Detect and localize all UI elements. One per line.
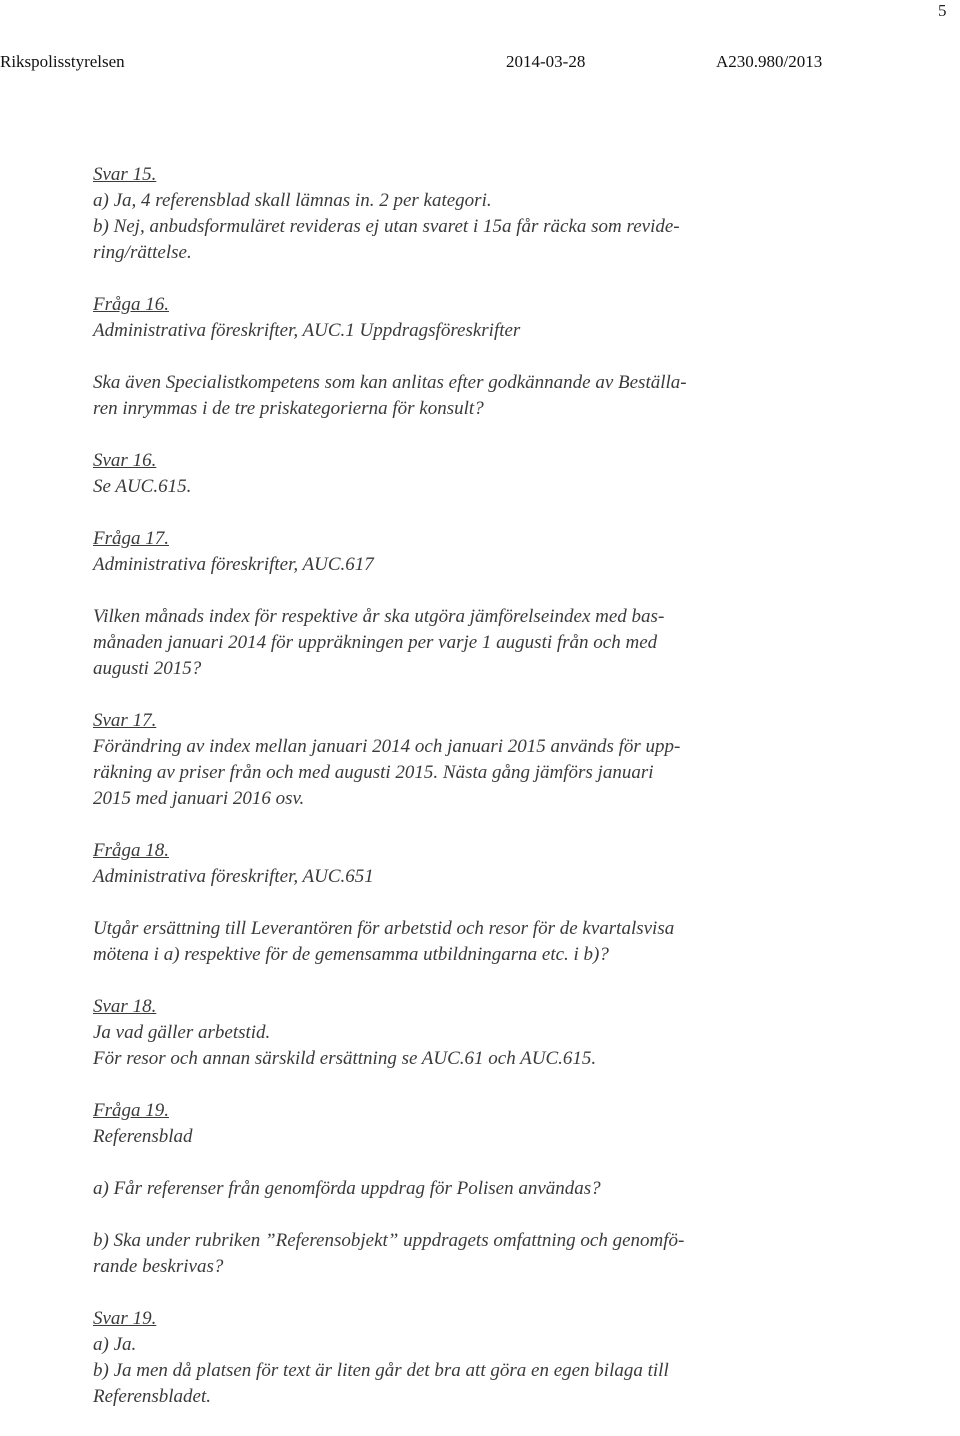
- text-line: Referensblad: [93, 1126, 193, 1147]
- page-header: [0, 51, 860, 73]
- header-organization: Rikspolisstyrelsen: [0, 52, 125, 71]
- text-line: Se AUC.615.: [93, 476, 192, 497]
- section-heading: Fråga 19.: [93, 1100, 169, 1121]
- section-heading: Fråga 17.: [93, 528, 169, 549]
- block-fraga16: [93, 292, 893, 344]
- text-line: augusti 2015?: [93, 658, 202, 679]
- text-line: Administrativa föreskrifter, AUC.1 Uppdragsföreskrifter: [93, 320, 521, 341]
- block-svar16: [93, 448, 893, 500]
- text-line: För resor och annan särskild ersättning se AUC.61 och AUC.615.: [93, 1048, 597, 1069]
- text-line: 2015 med januari 2016 osv.: [93, 788, 305, 809]
- block-svar18: [93, 994, 893, 1072]
- block-fraga19: [93, 1098, 893, 1150]
- text-line: Utgår ersättning till Leverantören för arbetstid och resor för de kvartalsvisa: [93, 918, 675, 939]
- section-heading: Fråga 18.: [93, 840, 169, 861]
- section-heading: Svar 17.: [93, 710, 157, 731]
- text-line: Förändring av index mellan januari 2014 och januari 2015 används för upp-: [93, 736, 681, 757]
- text-line: månaden januari 2014 för uppräkningen per varje 1 augusti från och med: [93, 632, 658, 653]
- text-line: ren inrymmas i de tre priskategorierna för konsult?: [93, 398, 484, 419]
- text-line: Ja vad gäller arbetstid.: [93, 1022, 271, 1043]
- text-line: ring/rättelse.: [93, 242, 192, 263]
- block-fraga17-text: [93, 604, 893, 682]
- text-line: a) Får referenser från genomförda uppdrag för Polisen användas?: [93, 1178, 601, 1199]
- block-svar19: [93, 1306, 893, 1410]
- section-heading: Svar 18.: [93, 996, 157, 1017]
- text-line: mötena i a) respektive för de gemensamma utbildningarna etc. i b)?: [93, 944, 609, 965]
- section-heading: Svar 16.: [93, 450, 157, 471]
- text-line: rande beskrivas?: [93, 1256, 224, 1277]
- text-line: b) Ja men då platsen för text är liten går det bra att göra en egen bilaga till: [93, 1360, 669, 1381]
- text-line: b) Nej, anbudsformuläret revideras ej utan svaret i 15a får räcka som revide-: [93, 216, 680, 237]
- header-reference: A230.980/2013: [716, 52, 823, 71]
- block-fraga18: [93, 838, 893, 890]
- text-line: a) Ja, 4 referensblad skall lämnas in. 2 per kategori.: [93, 190, 492, 211]
- section-heading: Fråga 16.: [93, 294, 169, 315]
- block-fraga19-a: [93, 1176, 893, 1202]
- page-number: 5: [938, 1, 947, 20]
- text-line: Referensbladet.: [93, 1386, 212, 1407]
- text-line: Ska även Specialistkompetens som kan anlitas efter godkännande av Beställa-: [93, 372, 687, 393]
- text-line: Administrativa föreskrifter, AUC.651: [93, 866, 374, 887]
- text-line: b) Ska under rubriken ”Referensobjekt” uppdragets omfattning och genomfö-: [93, 1230, 685, 1251]
- text-line: Vilken månads index för respektive år ska utgöra jämförelseindex med bas-: [93, 606, 665, 627]
- block-fraga16-text: [93, 370, 893, 422]
- text-line: Administrativa föreskrifter, AUC.617: [93, 554, 374, 575]
- block-svar17: [93, 708, 893, 812]
- block-fraga18-text: [93, 916, 893, 968]
- block-fraga17: [93, 526, 893, 578]
- section-heading: Svar 19.: [93, 1308, 157, 1329]
- document-body: [93, 162, 893, 1436]
- section-heading: Svar 15.: [93, 164, 157, 185]
- block-fraga19-b: [93, 1228, 893, 1280]
- block-svar15: [93, 162, 893, 266]
- text-line: a) Ja.: [93, 1334, 137, 1355]
- header-date: 2014-03-28: [506, 52, 586, 71]
- text-line: räkning av priser från och med augusti 2015. Nästa gång jämförs januari: [93, 762, 654, 783]
